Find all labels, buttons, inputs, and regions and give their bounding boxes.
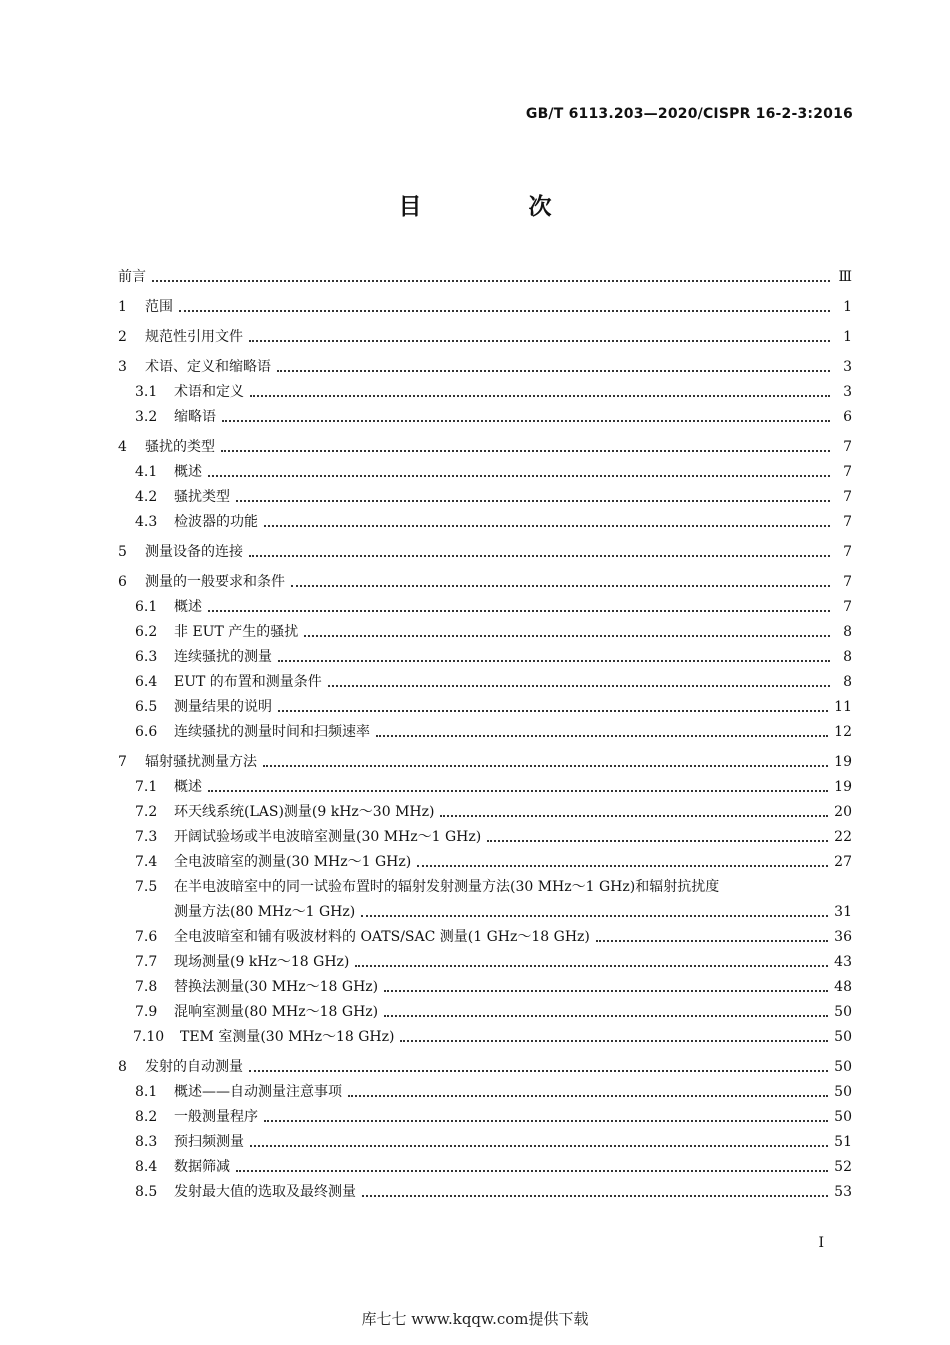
toc-entry-number: 7.1 (135, 779, 158, 795)
toc-leader-dots (179, 310, 830, 312)
toc-entry-title: TEM 室测量(30 MHz～18 GHz) (180, 1029, 395, 1045)
toc-entry-title: 概述 (174, 599, 202, 615)
toc-entry-title: 非 EUT 产生的骚扰 (174, 624, 299, 640)
toc-leader-dots (208, 610, 830, 612)
toc-entry[interactable] (118, 803, 852, 821)
toc-entry[interactable] (118, 1028, 852, 1046)
toc-entry-number: 8 (118, 1059, 127, 1075)
toc-entry[interactable] (118, 438, 852, 456)
toc-entry-page: 6 (843, 409, 852, 425)
toc-entry-page: 1 (843, 329, 852, 345)
toc-entry[interactable] (118, 543, 852, 561)
toc-entry-page: 7 (843, 544, 852, 560)
toc-entry-page: 27 (834, 854, 852, 870)
toc-leader-dots (291, 585, 830, 587)
toc-leader-dots (264, 525, 830, 527)
toc-entry-page: 7 (843, 514, 852, 530)
toc-entry-number: 4.3 (135, 514, 158, 530)
toc-leader-dots (384, 1015, 828, 1017)
toc-leader-dots (249, 555, 830, 557)
toc-entry-number: 6.6 (135, 724, 158, 740)
toc-entry-number: 8.3 (135, 1134, 158, 1150)
toc-entry-page: 20 (834, 804, 852, 820)
toc-entry-page: 3 (843, 384, 852, 400)
toc-leader-dots (249, 1070, 828, 1072)
toc-entry[interactable] (118, 673, 852, 691)
toc-entry-title: 测量结果的说明 (174, 699, 272, 715)
toc-entry-number: 3 (118, 359, 127, 375)
toc-entry[interactable] (118, 1158, 852, 1176)
toc-entry-page: 50 (834, 1084, 852, 1100)
toc-entry-page: Ⅲ (838, 269, 852, 285)
toc-entry-number: 8.1 (135, 1084, 158, 1100)
page-number: I (818, 1235, 824, 1251)
toc-entry-number: 1 (118, 299, 127, 315)
toc-leader-dots (417, 865, 828, 867)
toc-leader-dots (277, 370, 830, 372)
toc-entry-page: 52 (834, 1159, 852, 1175)
toc-entry-title: 全电波暗室和铺有吸波材料的 OATS/SAC 测量(1 GHz～18 GHz) (174, 929, 590, 945)
toc-entry-title: 概述 (174, 779, 202, 795)
toc-leader-dots (250, 1145, 828, 1147)
toc-leader-dots (152, 280, 830, 282)
toc-entry-number: 4.2 (135, 489, 158, 505)
toc-entry-page: 50 (834, 1029, 852, 1045)
toc-entry[interactable] (118, 268, 852, 286)
toc-entry[interactable] (118, 753, 852, 771)
toc-entry-page: 7 (843, 599, 852, 615)
toc-entry[interactable] (118, 573, 852, 591)
toc-entry-number: 8.4 (135, 1159, 158, 1175)
toc-leader-dots (221, 450, 830, 452)
toc-entry-page: 19 (834, 779, 852, 795)
toc-entry-page: 53 (834, 1184, 852, 1200)
toc-entry-title: 缩略语 (174, 409, 216, 425)
toc-leader-dots (487, 840, 828, 842)
toc-entry[interactable] (118, 408, 852, 426)
toc-leader-dots (208, 475, 830, 477)
toc-entry-page: 31 (834, 904, 852, 920)
toc-entry[interactable] (118, 623, 852, 641)
toc-entry-title: 现场测量(9 kHz～18 GHz) (174, 954, 350, 970)
toc-entry-number: 4.1 (135, 464, 158, 480)
toc-leader-dots (596, 940, 828, 942)
toc-entry-title: 范围 (145, 299, 173, 315)
toc-entry-title: 在半电波暗室中的同一试验布置时的辐射发射测量方法(30 MHz～1 GHz)和辐射抗扰度 (174, 879, 720, 895)
toc-entry-title: 概述 (174, 464, 202, 480)
toc-entry-title: 连续骚扰的测量 (174, 649, 272, 665)
toc-entry-page: 7 (843, 489, 852, 505)
toc-entry-page: 51 (834, 1134, 852, 1150)
toc-leader-dots (264, 1120, 828, 1122)
toc-entry-number: 3.2 (135, 409, 158, 425)
toc-entry[interactable] (118, 513, 852, 531)
toc-entry[interactable] (118, 358, 852, 376)
toc-entry-number: 7.7 (135, 954, 158, 970)
toc-entry[interactable] (118, 383, 852, 401)
toc-entry-title: 术语和定义 (174, 384, 244, 400)
toc-entry-number: 6.4 (135, 674, 158, 690)
toc-leader-dots (328, 685, 830, 687)
toc-entry[interactable] (118, 598, 852, 616)
toc-entry-title: 发射的自动测量 (145, 1059, 243, 1075)
page-title: 目 次 (398, 194, 594, 220)
toc-entry-title: 前言 (118, 269, 146, 285)
toc-entry-title: 术语、定义和缩略语 (145, 359, 271, 375)
toc-entry-title: 数据筛减 (174, 1159, 230, 1175)
toc-entry-page: 8 (843, 674, 852, 690)
toc-entry-number: 7.5 (135, 879, 158, 895)
toc-leader-dots (208, 790, 828, 792)
toc-leader-dots (263, 765, 828, 767)
toc-entry-number: 6 (118, 574, 127, 590)
toc-entry-title: 骚扰类型 (174, 489, 230, 505)
toc-entry-number: 7.8 (135, 979, 158, 995)
toc-entry-page: 7 (843, 439, 852, 455)
toc-entry-title-cont: 测量方法(80 MHz～1 GHz) (174, 904, 356, 920)
toc-leader-dots (249, 340, 830, 342)
toc-entry-page: 50 (834, 1109, 852, 1125)
toc-leader-dots (250, 395, 830, 397)
toc-entry[interactable] (118, 778, 852, 796)
toc-leader-dots (400, 1040, 828, 1042)
toc-entry-page: 11 (834, 699, 852, 715)
toc-entry-title: 概述——自动测量注意事项 (174, 1084, 342, 1100)
toc-entry-page: 7 (843, 464, 852, 480)
toc-entry-number: 7.6 (135, 929, 158, 945)
toc-entry-number: 6.3 (135, 649, 158, 665)
toc-leader-dots (236, 1170, 828, 1172)
toc-leader-dots (304, 635, 830, 637)
toc-entry-page: 8 (843, 624, 852, 640)
toc-entry-number: 8.2 (135, 1109, 158, 1125)
toc-entry-title: 环天线系统(LAS)测量(9 kHz～30 MHz) (174, 804, 435, 820)
toc-entry-page: 8 (843, 649, 852, 665)
toc-leader-dots (440, 815, 828, 817)
toc-entry[interactable] (118, 1133, 852, 1151)
toc-entry[interactable] (118, 488, 852, 506)
toc-entry-title: 混响室测量(80 MHz～18 GHz) (174, 1004, 379, 1020)
toc-leader-dots (355, 965, 828, 967)
toc-entry-page: 1 (843, 299, 852, 315)
table-of-contents (118, 268, 852, 1201)
toc-entry-title: 替换法测量(30 MHz～18 GHz) (174, 979, 379, 995)
toc-entry[interactable] (118, 828, 852, 846)
toc-entry-page: 12 (834, 724, 852, 740)
footer-download-note: 库七七 www.kqqw.com提供下载 (361, 1310, 589, 1328)
toc-entry-number: 2 (118, 329, 127, 345)
toc-entry-number: 6.1 (135, 599, 158, 615)
toc-entry-number: 3.1 (135, 384, 158, 400)
toc-entry[interactable] (118, 463, 852, 481)
toc-entry-page: 19 (834, 754, 852, 770)
toc-entry[interactable] (118, 1058, 852, 1076)
toc-leader-dots (222, 420, 830, 422)
toc-entry[interactable] (118, 1183, 852, 1201)
toc-entry[interactable] (118, 878, 852, 896)
toc-entry-title: 全电波暗室的测量(30 MHz～1 GHz) (174, 854, 412, 870)
document-code: GB/T 6113.203—2020/CISPR 16-2-3:2016 (525, 106, 853, 122)
toc-entry-title: 一般测量程序 (174, 1109, 258, 1125)
toc-entry-page: 22 (834, 829, 852, 845)
toc-entry[interactable] (118, 298, 852, 316)
toc-entry[interactable] (118, 1083, 852, 1101)
toc-entry-title: EUT 的布置和测量条件 (174, 674, 322, 690)
toc-entry-title: 开阔试验场或半电波暗室测量(30 MHz～1 GHz) (174, 829, 482, 845)
toc-entry-number: 7.4 (135, 854, 158, 870)
toc-entry-continuation[interactable] (118, 903, 852, 921)
toc-entry-page: 7 (843, 574, 852, 590)
toc-leader-dots (376, 735, 828, 737)
toc-entry-title: 测量的一般要求和条件 (145, 574, 285, 590)
toc-entry-page: 3 (843, 359, 852, 375)
toc-entry-number: 6.2 (135, 624, 158, 640)
toc-entry-title: 骚扰的类型 (145, 439, 215, 455)
toc-entry[interactable] (118, 723, 852, 741)
toc-entry-number: 7.10 (133, 1029, 165, 1045)
toc-entry-number: 8.5 (135, 1184, 158, 1200)
toc-entry[interactable] (118, 953, 852, 971)
toc-entry-title: 规范性引用文件 (145, 329, 243, 345)
toc-leader-dots (362, 1195, 828, 1197)
toc-entry[interactable] (118, 698, 852, 716)
toc-leader-dots (236, 500, 830, 502)
toc-entry-number: 7.9 (135, 1004, 158, 1020)
toc-entry[interactable] (118, 648, 852, 666)
toc-entry-page: 50 (834, 1004, 852, 1020)
toc-leader-dots (384, 990, 828, 992)
toc-entry-title: 辐射骚扰测量方法 (145, 754, 257, 770)
toc-leader-dots (361, 915, 828, 917)
toc-entry-title: 检波器的功能 (174, 514, 258, 530)
toc-entry[interactable] (118, 853, 852, 871)
toc-entry-title: 连续骚扰的测量时间和扫频速率 (174, 724, 370, 740)
toc-leader-dots (278, 660, 830, 662)
toc-entry-title: 发射最大值的选取及最终测量 (174, 1184, 356, 1200)
toc-entry[interactable] (118, 928, 852, 946)
toc-entry-number: 5 (118, 544, 127, 560)
toc-entry-number: 6.5 (135, 699, 158, 715)
toc-entry-number: 4 (118, 439, 127, 455)
toc-entry[interactable] (118, 1003, 852, 1021)
toc-entry-number: 7 (118, 754, 127, 770)
toc-entry-title: 预扫频测量 (174, 1134, 244, 1150)
toc-entry-title: 测量设备的连接 (145, 544, 243, 560)
toc-entry[interactable] (118, 328, 852, 346)
toc-entry-page: 50 (834, 1059, 852, 1075)
toc-leader-dots (278, 710, 828, 712)
toc-entry[interactable] (118, 1108, 852, 1126)
toc-entry-number: 7.2 (135, 804, 158, 820)
toc-entry-number: 7.3 (135, 829, 158, 845)
toc-entry-page: 48 (834, 979, 852, 995)
toc-leader-dots (348, 1095, 828, 1097)
toc-entry-page: 43 (834, 954, 852, 970)
toc-entry-page: 36 (834, 929, 852, 945)
toc-entry[interactable] (118, 978, 852, 996)
